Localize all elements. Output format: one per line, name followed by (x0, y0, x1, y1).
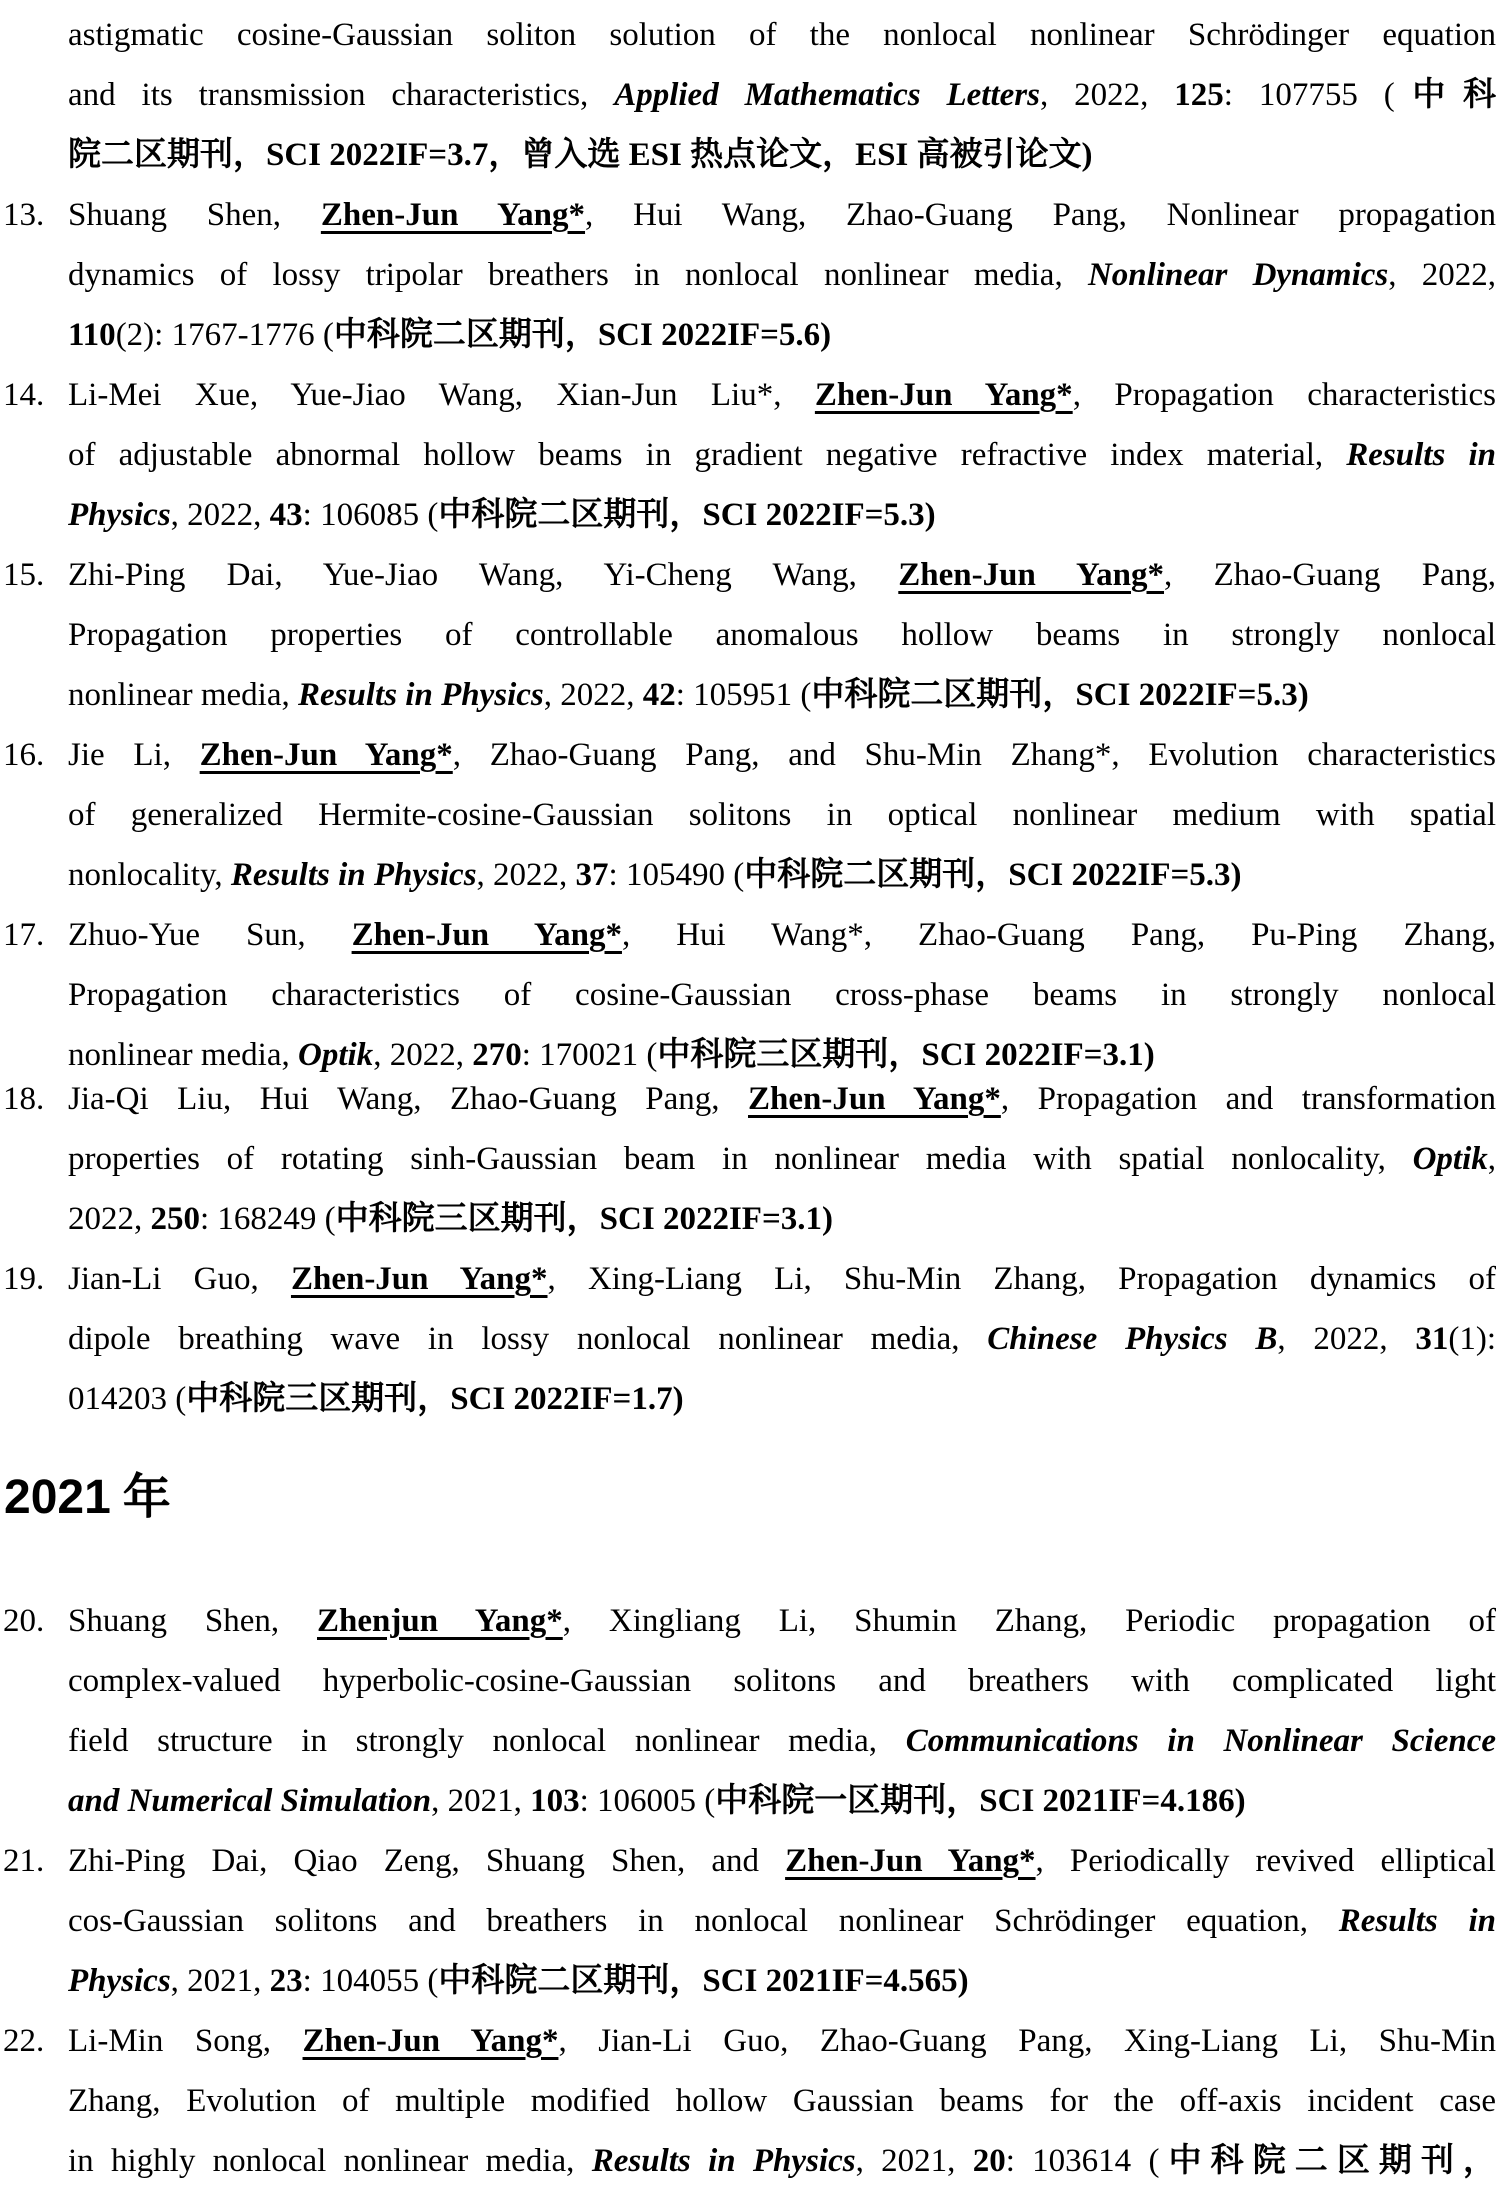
text-run: 31 (1415, 1321, 1449, 1357)
text-run: , 2022, (476, 857, 576, 893)
text-run: Shuang Shen, (68, 197, 321, 233)
journal-name: and Numerical Simulation (68, 1783, 432, 1819)
text-run: Li-Mei Xue, Yue-Jiao Wang, Xian-Jun Liu*, (68, 377, 815, 413)
text-run: 43 (269, 497, 303, 533)
text-run: 中科院三区期刊， (657, 1037, 922, 1073)
text-run: SCI 2021IF=4.565) (702, 1963, 969, 1999)
author-name-highlight: Zhen-Jun Yang* (351, 917, 622, 953)
journal-name: Results in Physics (591, 2143, 856, 2179)
journal-name: Chinese Physics B (987, 1321, 1278, 1357)
text-run: , Xing-Liang Li, Shu-Min Zhang, Propagation dynamics of (547, 1261, 1496, 1297)
text-run: 014203 ( (68, 1381, 187, 1417)
text-run: 103 (530, 1783, 580, 1819)
text-run: SCI 2021IF=4.186) (979, 1783, 1246, 1819)
journal-name: Optik (1412, 1141, 1488, 1177)
text-run: , Propagation and transformation (1000, 1081, 1496, 1117)
text-run: , 2022, (373, 1037, 473, 1073)
text-run: of generalized Hermite-cosine-Gaussian solitons in optical nonlinear medium with spatial (68, 797, 1496, 833)
author-name-highlight: Zhen-Jun Yang* (320, 197, 586, 233)
text-run: SCI 2022IF=5.6) (597, 317, 832, 353)
text-run: SCI 2022IF=3.1) (599, 1201, 833, 1237)
text-run: cos-Gaussian solitons and breathers in nonlocal nonlinear Schrödinger equation, (68, 1903, 1339, 1939)
text-run: : 107755 ( (1223, 77, 1395, 113)
text-run: Zhuo-Yue Sun, (68, 917, 352, 953)
text-run: , Hui Wang*, Zhao-Guang Pang, Pu-Ping Zhang, (621, 917, 1496, 953)
text-run: Li-Min Song, (68, 2023, 303, 2059)
text-run: , Xingliang Li, Shumin Zhang, Periodic propagation of (562, 1603, 1496, 1639)
item-line (68, 485, 1496, 545)
text-run: Propagation properties of controllable anomalous hollow beams in strongly nonlocal (68, 617, 1496, 653)
text-run: : 104055 ( (302, 1963, 439, 1999)
publication-item (2, 725, 1496, 905)
item-line (68, 605, 1496, 665)
text-run: complex-valued hyperbolic-cosine-Gaussian solitons and breathers with complicated light (68, 1663, 1496, 1699)
text-run: 中科院二区期刊， (333, 317, 598, 353)
text-run: : 106085 ( (302, 497, 439, 533)
publication-item (2, 5, 1496, 185)
text-run: , 2021, (170, 1963, 270, 1999)
year-heading-number: 2021 (4, 1471, 111, 1524)
text-run: Zhi-Ping Dai, Qiao Zeng, Shuang Shen, and (68, 1843, 786, 1879)
text-run: dipole breathing wave in lossy nonlocal nonlinear media, (68, 1321, 988, 1357)
text-run: 42 (642, 677, 676, 713)
journal-name: Physics (68, 497, 171, 533)
text-run: : 170021 ( (521, 1037, 658, 1073)
text-run: Shuang Shen, (68, 1603, 317, 1639)
text-run: SCI 2022IF=5.3) (702, 497, 936, 533)
text-run: Propagation characteristics of cosine-Gaussian cross-phase beams in strongly nonlocal (68, 977, 1496, 1013)
text-run: 中科院二区期刊， (438, 497, 703, 533)
item-line (68, 2011, 1496, 2071)
text-run: 中科院二区期刊， (811, 677, 1076, 713)
text-run: 中科院三区期刊， (335, 1201, 600, 1237)
item-number: 19. (3, 1261, 45, 1297)
text-run: ESI (628, 137, 682, 173)
author-name-highlight: Zhen-Jun Yang* (199, 737, 453, 773)
text-run: 270 (472, 1037, 522, 1073)
text-run: 中科 (1394, 77, 1496, 113)
text-run: Zhang, Evolution of multiple modified hollow Gaussian beams for the off-axis incident case (68, 2083, 1496, 2119)
text-run: 中科院二区期刊， (744, 857, 1009, 893)
text-run: : 168249 ( (200, 1201, 336, 1237)
item-line (68, 365, 1496, 425)
publication-item (2, 185, 1496, 365)
item-line (68, 1309, 1496, 1369)
item-line (68, 905, 1496, 965)
item-line (68, 65, 1496, 125)
text-run: and its transmission characteristics, (68, 77, 615, 113)
item-line (68, 245, 1496, 305)
item-line (68, 2131, 1496, 2191)
text-run: 中科院三区期刊， (186, 1381, 451, 1417)
text-run: 中科院二区期刊， (438, 1963, 703, 1999)
publication-item (2, 1591, 1496, 1831)
publication-item (2, 905, 1496, 1085)
publication-item (2, 545, 1496, 725)
item-line (68, 125, 1496, 185)
year-heading-2021 (4, 1473, 1496, 1523)
item-line (68, 1891, 1496, 1951)
text-run: : 103614 ( (1005, 2143, 1160, 2179)
text-run: 20 (972, 2143, 1006, 2179)
text-run: ESI (855, 137, 909, 173)
text-run: : 105490 ( (608, 857, 745, 893)
item-line (68, 1771, 1496, 1831)
publication-item (2, 1249, 1496, 1429)
item-line (68, 305, 1496, 365)
text-run: , 2021, (855, 2143, 973, 2179)
text-run: Zhi-Ping Dai, Yue-Jiao Wang, Yi-Cheng Wang, (68, 557, 899, 593)
item-line (68, 545, 1496, 605)
publication-item (2, 365, 1496, 545)
item-line (68, 1069, 1496, 1129)
journal-name: Results in Physics (298, 677, 544, 713)
author-name-highlight: Zhenjun Yang* (317, 1603, 563, 1639)
item-line (68, 1651, 1496, 1711)
journal-name: Results in (1338, 1903, 1496, 1939)
text-run: SCI 2022IF=5.3) (1075, 677, 1309, 713)
item-line (68, 185, 1496, 245)
text-run: : 106005 ( (579, 1783, 716, 1819)
author-name-highlight: Zhen-Jun Yang* (898, 557, 1165, 593)
item-line (68, 1711, 1496, 1771)
text-run: in highly nonlocal nonlinear media, (68, 2143, 592, 2179)
text-run: 中科院一区期刊， (715, 1783, 980, 1819)
text-run: nonlinear media, (68, 677, 299, 713)
text-run: field structure in strongly nonlocal nonlinear media, (68, 1723, 906, 1759)
text-run: SCI 2022IF=1.7) (450, 1381, 684, 1417)
author-name-highlight: Zhen-Jun Yang* (290, 1261, 548, 1297)
author-name-highlight: Zhen-Jun Yang* (748, 1081, 1001, 1117)
item-line (68, 665, 1496, 725)
text-run: 23 (269, 1963, 303, 1999)
text-run: ，曾入选 (488, 137, 629, 173)
text-run: , 2021, (431, 1783, 531, 1819)
text-run: , Periodically revived elliptical (1035, 1843, 1496, 1879)
text-run: SCI 2022IF=5.3) (1008, 857, 1242, 893)
journal-name: Nonlinear Dynamics (1087, 257, 1389, 293)
text-run: (2): 1767-1776 ( (115, 317, 334, 353)
publication-list-2022 (2, 5, 1496, 1429)
text-run: , Jian-Li Guo, Zhao-Guang Pang, Xing-Liang Li, Shu-Min (558, 2023, 1496, 2059)
text-run: , 2022, (1277, 1321, 1416, 1357)
item-line (68, 785, 1496, 845)
item-line (68, 1951, 1496, 2011)
text-run: 院二区期刊， (68, 137, 266, 173)
item-line (68, 2071, 1496, 2131)
item-number: 15. (3, 557, 45, 593)
text-run: , 2022, (1388, 257, 1496, 293)
journal-name: Results in (1346, 437, 1496, 473)
item-number: 14. (3, 377, 45, 413)
text-run: 2022, (68, 1201, 151, 1237)
text-run: dynamics of lossy tripolar breathers in nonlocal nonlinear media, (68, 257, 1088, 293)
item-line (68, 1249, 1496, 1309)
publication-item (2, 1831, 1496, 2011)
text-run: , Propagation characteristics (1072, 377, 1496, 413)
publication-list-2021 (2, 1591, 1496, 2191)
item-line (68, 965, 1496, 1025)
item-number: 20. (3, 1603, 45, 1639)
text-run: 中科院二区期刊， (1159, 2143, 1496, 2179)
year-heading-suffix: 年 (110, 1471, 171, 1524)
journal-name: Results in Physics (230, 857, 477, 893)
item-line (68, 1831, 1496, 1891)
text-run: SCI 2022IF=3.1) (921, 1037, 1155, 1073)
text-run: (1): (1448, 1321, 1496, 1357)
text-run: , Zhao-Guang Pang, and Shu-Min Zhang*, Evolution characteristics (452, 737, 1496, 773)
text-run: astigmatic cosine-Gaussian soliton solution of the nonlocal nonlinear Schrödinger equation (68, 17, 1496, 53)
item-line (68, 5, 1496, 65)
author-name-highlight: Zhen-Jun Yang* (814, 377, 1073, 413)
text-run: properties of rotating sinh-Gaussian beam in nonlinear media with spatial nonlocality, (68, 1141, 1413, 1177)
text-run: : 105951 ( (675, 677, 812, 713)
text-run: SCI 2022IF=3.7 (266, 137, 489, 173)
item-line (68, 725, 1496, 785)
text-run: , 2022, (170, 497, 270, 533)
text-run: , Zhao-Guang Pang, (1164, 557, 1496, 593)
item-line (68, 425, 1496, 485)
text-run: , Hui Wang, Zhao-Guang Pang, Nonlinear propagation (585, 197, 1496, 233)
item-line (68, 1591, 1496, 1651)
text-run: nonlinear media, (68, 1037, 299, 1073)
item-number: 22. (3, 2023, 45, 2059)
text-run: , 2022, (1039, 77, 1175, 113)
item-number: 13. (3, 197, 45, 233)
text-run: 250 (150, 1201, 200, 1237)
publication-item (2, 2011, 1496, 2191)
item-line (68, 1129, 1496, 1189)
text-run: 110 (68, 317, 116, 353)
text-run: Jie Li, (68, 737, 200, 773)
publication-item (2, 1069, 1496, 1249)
item-line (68, 845, 1496, 905)
author-name-highlight: Zhen-Jun Yang* (785, 1843, 1036, 1879)
item-line (68, 1369, 1496, 1429)
journal-name: Communications in Nonlinear Science (905, 1723, 1496, 1759)
text-run: 125 (1174, 77, 1224, 113)
item-number: 17. (3, 917, 45, 953)
text-run: nonlocality, (68, 857, 231, 893)
text-run: Jia-Qi Liu, Hui Wang, Zhao-Guang Pang, (68, 1081, 748, 1117)
author-name-highlight: Zhen-Jun Yang* (302, 2023, 559, 2059)
text-run: 37 (575, 857, 609, 893)
text-run: , (1487, 1141, 1496, 1177)
text-run: 高被引论文) (908, 137, 1093, 173)
text-run: of adjustable abnormal hollow beams in gradient negative refractive index material, (68, 437, 1347, 473)
item-number: 21. (3, 1843, 45, 1879)
text-run: , 2022, (543, 677, 643, 713)
item-number: 18. (3, 1081, 45, 1117)
text-run: Jian-Li Guo, (68, 1261, 291, 1297)
journal-name: Optik (298, 1037, 374, 1073)
text-run: 热点论文， (681, 137, 856, 173)
item-number: 16. (3, 737, 45, 773)
journal-name: Physics (68, 1963, 171, 1999)
journal-name: Applied Mathematics Letters (614, 77, 1040, 113)
item-line (68, 1189, 1496, 1249)
